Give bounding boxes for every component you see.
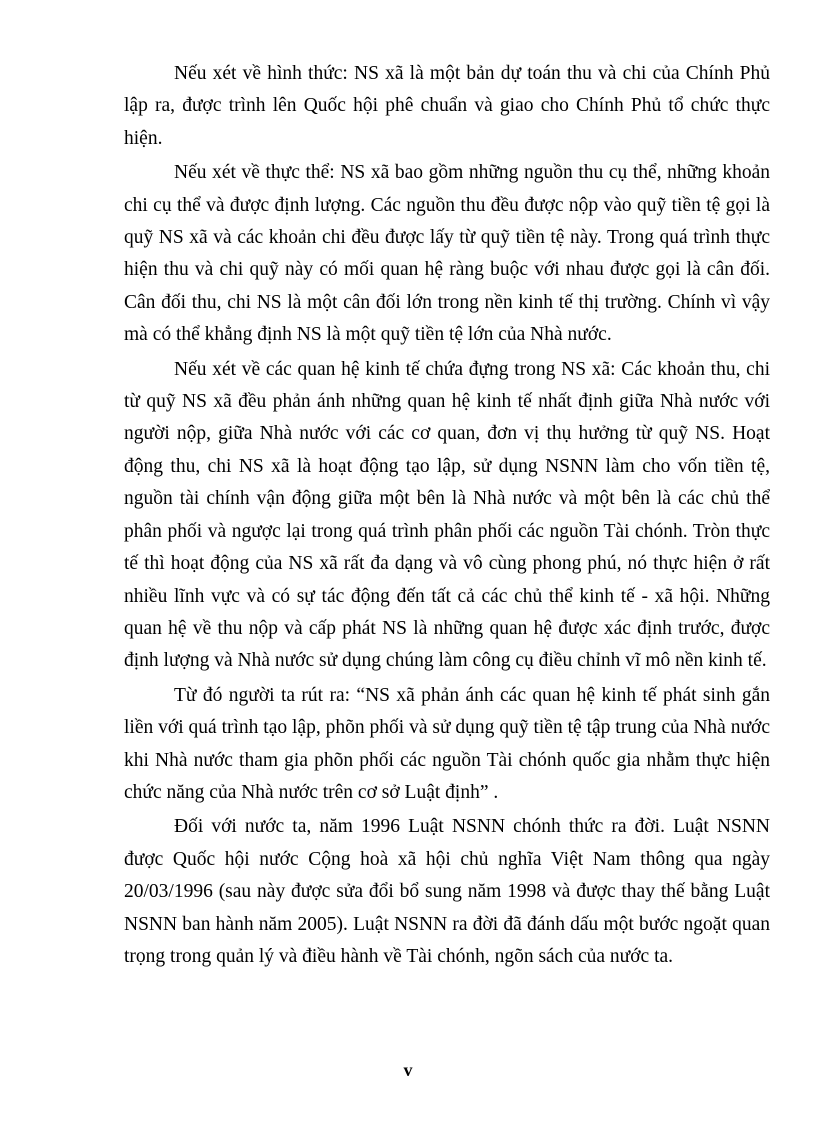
paragraph-hinh-thuc: Nếu xét về hình thức: NS xã là một bản dự toán thu và chi của Chính Phủ lập ra, được trình lên Quốc hội phê chuẩn và giao cho Chính Phủ tổ chức thực hiện. xyxy=(124,63,770,149)
paragraph-luat-nsnn: Đối với nước ta, năm 1996 Luật NSNN chónh thức ra đời. Luật NSNN được Quốc hội nước Cộng hoà xã hội chủ nghĩa Việt Nam thông qua ngày 20/03/1996 (sau này được sửa đổi bổ sung năm 1998 và được thay thế bằng Luật NSNN ban hành năm 2005). Luật NSNN ra đời đã đánh dấu một bước ngoặt quan trọng trong quản lý và điều hành về Tài chónh, ngõn sách của nước ta. xyxy=(124,816,770,967)
paragraph-dinh-nghia: Từ đó người ta rút ra: “NS xã phản ánh các quan hệ kinh tế phát sinh gắn liền với quá trình tạo lập, phõn phối và sử dụng quỹ tiền tệ tập trung của Nhà nước khi Nhà nước tham gia phõn phối các nguồn Tài chónh quốc gia nhằm thực hiện chức năng của Nhà nước trên cơ sở Luật định” . xyxy=(124,684,770,803)
paragraph-quan-he-kinh-te: Nếu xét về các quan hệ kinh tế chứa đựng trong NS xã: Các khoản thu, chi từ quỹ NS xã đều phản ánh những quan hệ kinh tế nhất định giữa Nhà nước với người nộp, giữa Nhà nước với các cơ quan, đơn vị thụ hưởng từ quỹ NS. Hoạt động thu, chi NS xã là hoạt động tạo lập, sử dụng NSNN làm cho vốn tiền tệ, nguồn tài chính vận động giữa một bên là Nhà nước và một bên là các chủ thể phân phối và ngược lại trong quá trình phân phối các nguồn Tài chónh. Tròn thực tế thì hoạt động của NS xã rất đa dạng và vô cùng phong phú, nó thực hiện ở rất nhiều lĩnh vực và có sự tác động đến tất cả các chủ thể kinh tế - xã hội. Những quan hệ về thu nộp và cấp phát NS là những quan hệ được xác định trước, được định lượng và Nhà nước sử dụng chúng làm công cụ điều chỉnh vĩ mô nền kinh tế. xyxy=(124,358,770,672)
page-number: v xyxy=(403,1060,413,1080)
paragraph-thuc-the: Nếu xét về thực thể: NS xã bao gồm những nguồn thu cụ thể, những khoản chi cụ thể và được định lượng. Các nguồn thu đều được nộp vào quỹ tiền tệ gọi là quỹ NS xã và các khoản chi đều được lấy từ quỹ tiền tệ này. Trong quá trình thực hiện thu và chi quỹ này có mối quan hệ ràng buộc với nhau được gọi là cân đối. Cân đối thu, chi NS là một cân đối lớn trong nền kinh tế thị trường. Chính vì vậy mà có thể khẳng định NS là một quỹ tiền tệ lớn của Nhà nước. xyxy=(124,162,770,346)
document-body xyxy=(124,58,770,975)
